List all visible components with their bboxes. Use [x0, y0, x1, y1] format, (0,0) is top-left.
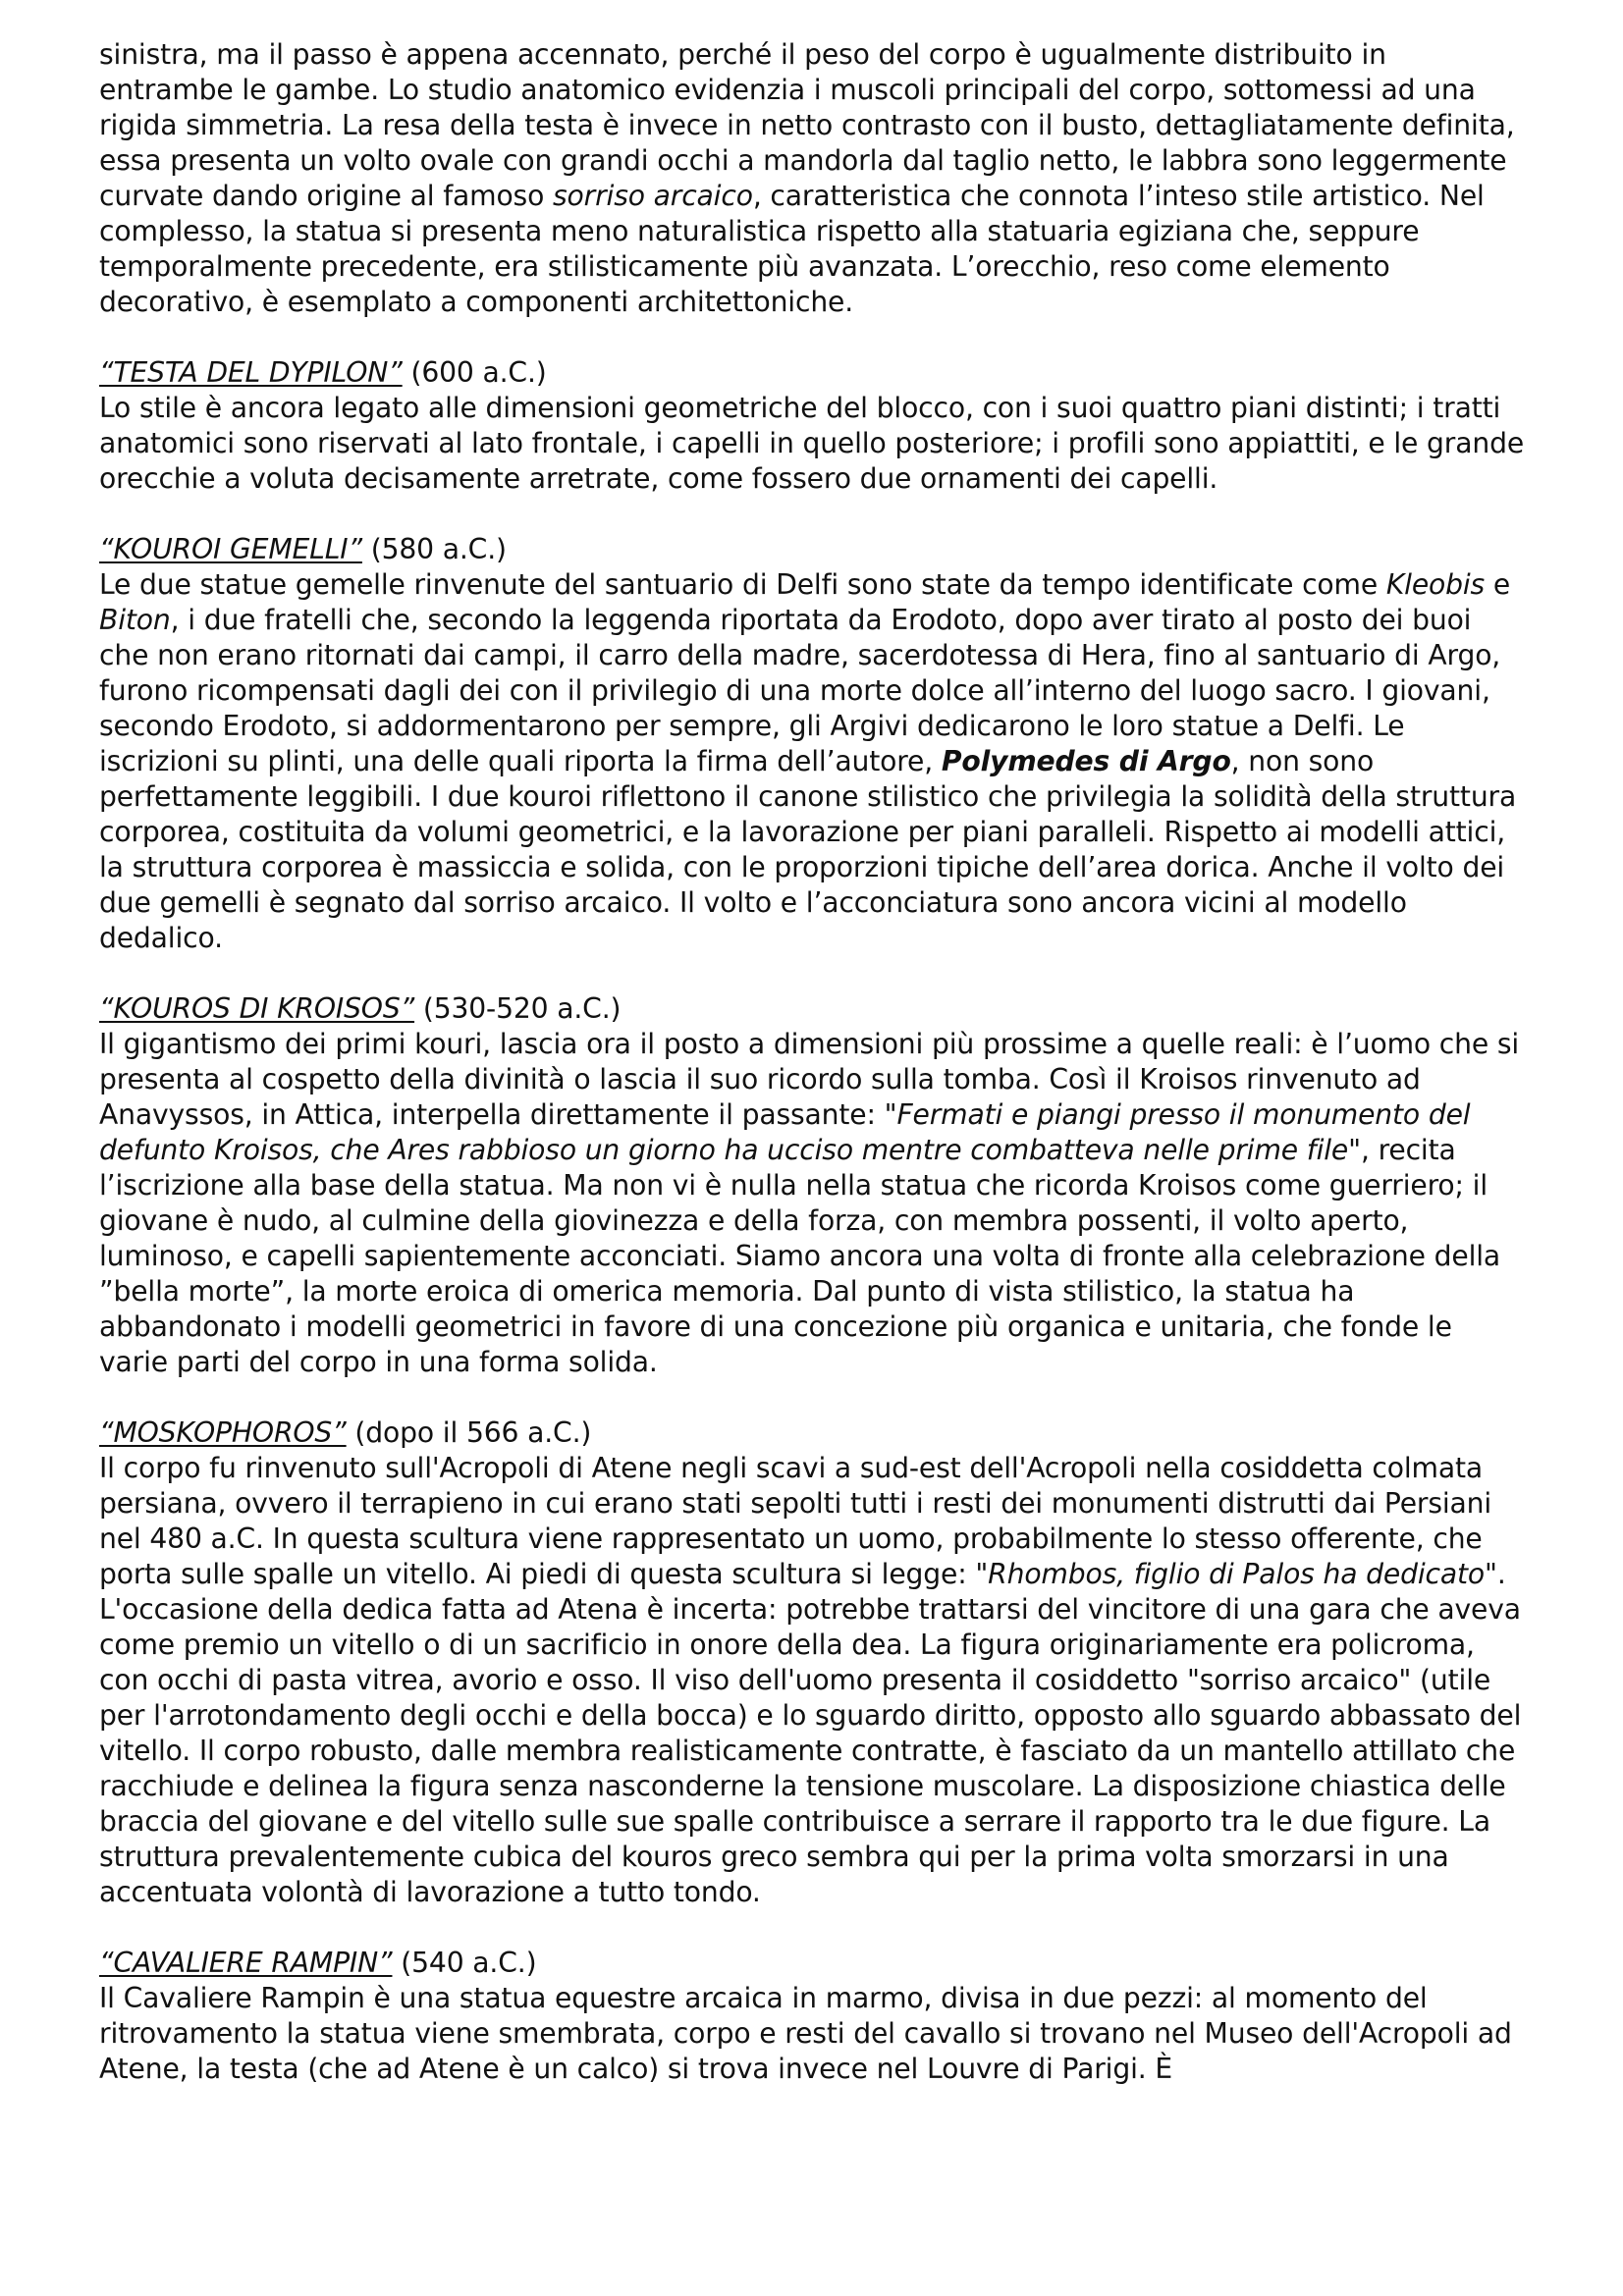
section-date: (dopo il 566 a.C.): [346, 1416, 592, 1449]
section-date: (540 a.C.): [392, 1947, 537, 1979]
section-title: “KOUROI GEMELLI”: [99, 533, 362, 565]
section-title: “CAVALIERE RAMPIN”: [99, 1947, 393, 1979]
section-cavaliere-rampin: [99, 1946, 1529, 2087]
section-body: Le due statue gemelle rinvenute del santuario di Delfi sono state da tempo identificate come Kleobis e Biton, i due fratelli che, secondo la leggenda riportata da Erodoto, dopo aver tirato al posto dei buoi che non erano ritornati dai campi, il carro della madre, sacerdotessa di Hera, fino al santuario di Argo, furono ricompensati dagli dei con il privilegio di una morte dolce all’interno del luogo sacro. I giovani, secondo Erodoto, si addormentarono per sempre, gli Argivi dedicarono le loro statue a Delfi. Le iscrizioni su plinti, una delle quali riporta la firma dell’autore, Polymedes di Argo, non sono perfettamente leggibili. I due kouroi riflettono il canone stilistico che privilegia la solidità della struttura corporea, costituita da volumi geometrici, e la lavorazione per piani paralleli. Rispetto ai modelli attici, la struttura corporea è massiccia e solida, con le proporzioni tipiche dell’area dorica. Anche il volto dei due gemelli è segnato dal sorriso arcaico. Il volto e l’acconciatura sono ancora vicini al modello dedalico.: [99, 568, 1517, 954]
section-body: Il gigantismo dei primi kouri, lascia ora il posto a dimensioni più prossime a quelle reali: è l’uomo che si presenta al cospetto della divinità o lascia il suo ricordo sulla tomba. Così il Kroisos rinvenuto ad Anavyssos, in Attica, interpella direttamente il passante: "Fermati e piangi presso il monumento del defunto Kroisos, che Ares rabbioso un giorno ha ucciso mentre combatteva nelle prime file", recita l’iscrizione alla base della statua. Ma non vi è nulla nella statua che ricorda Kroisos come guerriero; il giovane è nudo, al culmine della giovinezza e della forza, con membra possenti, il volto aperto, luminoso, e capelli sapientemente acconciati. Siamo ancora una volta di fronte alla celebrazione della ”bella morte”, la morte eroica di omerica memoria. Dal punto di vista stilistico, la statua ha abbandonato i modelli geometrici in favore di una concezione più organica e unitaria, che fonde le varie parti del corpo in una forma solida.: [99, 1028, 1520, 1378]
section-date: (530-520 a.C.): [414, 992, 622, 1025]
section-date: (600 a.C.): [402, 356, 547, 389]
section-heading: [99, 1415, 1529, 1451]
section-heading: [99, 991, 1529, 1027]
section-title: “TESTA DEL DYPILON”: [99, 356, 403, 389]
section-body: Il Cavaliere Rampin è una statua equestre arcaica in marmo, divisa in due pezzi: al momento del ritrovamento la statua viene smembrata, corpo e resti del cavallo si trovano nel Museo dell'Acropoli ad Atene, la testa (che ad Atene è un calco) si trova invece nel Louvre di Parigi. È: [99, 1982, 1512, 2085]
section-body: Il corpo fu rinvenuto sull'Acropoli di Atene negli scavi a sud-est dell'Acropoli nella cosiddetta colmata persiana, ovvero il terrapieno in cui erano stati sepolti tutti i resti dei monumenti distrutti dai Persiani nel 480 a.C. In questa scultura viene rappresentato un uomo, probabilmente lo stesso offerente, che porta sulle spalle un vitello. Ai piedi di questa scultura si legge: "Rhombos, figlio di Palos ha dedicato". L'occasione della dedica fatta ad Atena è incerta: potrebbe trattarsi del vincitore di una gara che aveva come premio un vitello o di un sacrificio in onore della dea. La figura originariamente era policroma, con occhi di pasta vitrea, avorio e osso. Il viso dell'uomo presenta il cosiddetto "sorriso arcaico" (utile per l'arrotondamento degli occhi e della bocca) e lo sguardo diritto, opposto allo sguardo abbassato del vitello. Il corpo robusto, dalle membra realisticamente contratte, è fasciato da un mantello attillato che racchiude e delinea la figura senza nasconderne la tensione muscolare. La disposizione chiastica delle braccia del giovane e del vitello sulle sue spalle contribuisce a serrare il rapporto tra le due figure. La struttura prevalentemente cubica del kouros greco sembra qui per la prima volta smorzarsi in una accentuata volontà di lavorazione a tutto tondo.: [99, 1452, 1522, 1908]
section-kouros-di-kroisos: [99, 991, 1529, 1380]
section-testa-del-dypilon: [99, 355, 1529, 497]
section-title: “MOSKOPHOROS”: [99, 1416, 347, 1449]
section-moskophoros: [99, 1415, 1529, 1910]
section-kouroi-gemelli: [99, 532, 1529, 956]
section-heading: [99, 532, 1529, 567]
section-date: (580 a.C.): [361, 533, 507, 565]
section-heading: [99, 1946, 1529, 1981]
section-body: Lo stile è ancora legato alle dimensioni geometriche del blocco, con i suoi quattro piani distinti; i tratti anatomici sono riservati al lato frontale, i capelli in quello posteriore; i profili sono appiattiti, e le grande orecchie a voluta decisamente arretrate, come fossero due ornamenti dei capelli.: [99, 392, 1525, 495]
section-title: “KOUROS DI KROISOS”: [99, 992, 415, 1025]
section-heading: [99, 355, 1529, 391]
intro-paragraph: sinistra, ma il passo è appena accennato, perché il peso del corpo è ugualmente distribuito in entrambe le gambe. Lo studio anatomico evidenzia i muscoli principali del corpo, sottomessi ad una rigida simmetria. La resa della testa è invece in netto contrasto con il busto, dettagliatamente definita, essa presenta un volto ovale con grandi occhi a mandorla dal taglio netto, le labbra sono leggermente curvate dando origine al famoso sorriso arcaico, caratteristica che connota l’inteso stile artistico. Nel complesso, la statua si presenta meno naturalistica rispetto alla statuaria egiziana che, seppure temporalmente precedente, era stilisticamente più avanzata. L’orecchio, reso come elemento decorativo, è esemplato a componenti architettoniche.: [99, 38, 1515, 318]
